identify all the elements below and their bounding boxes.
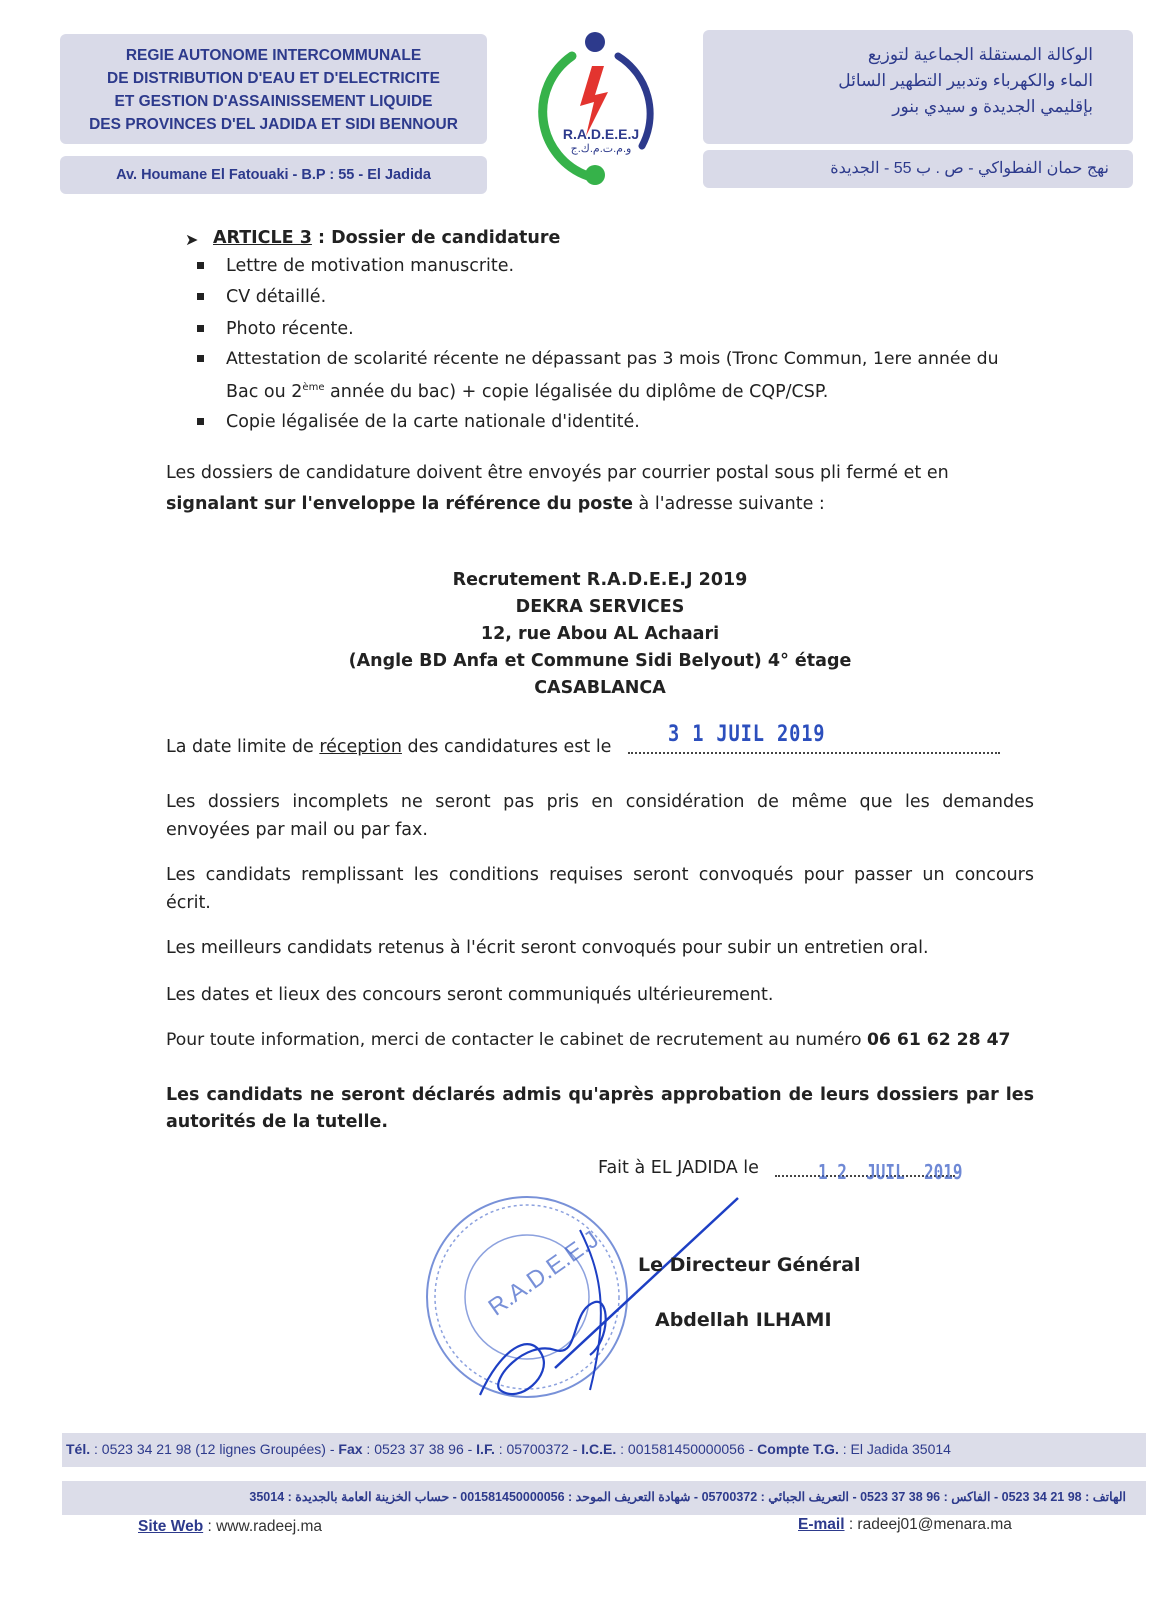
fait-a-line: Fait à EL JADIDA le — [598, 1158, 759, 1178]
paragraph-oral: Les meilleurs candidats retenus à l'écrit seront convoqués pour subir un entretien oral. — [166, 938, 929, 958]
address-line: DEKRA SERVICES — [515, 597, 685, 617]
logo-text-ar: و.م.ت.م.ك.ج — [570, 143, 632, 155]
text-bold: signalant sur l'enveloppe la référence du poste — [166, 494, 633, 514]
paragraph-info — [166, 1026, 1034, 1054]
web-url: : www.radeej.ma — [203, 1518, 323, 1535]
footer-label: I.C.E. — [581, 1441, 617, 1457]
header-address-ar: نهج حمان الفطواكي - ص . ب 55 - الجديدة — [703, 150, 1133, 188]
list-item: Attestation de scolarité récente ne dépassant pas 3 mois (Tronc Commun, 1ere année du — [226, 349, 999, 369]
radeej-logo — [510, 26, 680, 191]
deadline-stamp: 3 1 JUIL 2019 — [668, 722, 826, 747]
text-underline: réception — [319, 737, 402, 757]
list-item: Lettre de motivation manuscrite. — [226, 256, 515, 276]
list-item-continued — [226, 378, 828, 406]
square-bullet-icon — [197, 325, 204, 332]
web-label: Site Web — [138, 1518, 204, 1535]
footer-value: : 0523 34 21 98 (12 lignes Groupées) - — [90, 1441, 339, 1457]
list-item: CV détaillé. — [226, 287, 327, 307]
footer-contact-ar: الهاتف : 98 21 34 0523 - الفاكس : 96 38 37 0523 - التعريف الجبائي : 05700372 - شهادة التعريف الموحد : 001581450000056 - حساب الخزينة العامة بالجديدة : 35014 — [249, 1490, 1126, 1504]
header-org-name-ar — [703, 30, 1133, 144]
footer-value: : El Jadida 35014 — [838, 1441, 951, 1457]
article-title: : Dossier de candidature — [311, 228, 561, 248]
superscript: ème — [302, 382, 325, 394]
address-line: CASABLANCA — [534, 678, 666, 698]
header-fr-line: DE DISTRIBUTION D'EAU ET D'ELECTRICITE — [107, 70, 440, 87]
header-fr-line: REGIE AUTONOME INTERCOMMUNALE — [125, 47, 422, 64]
deadline-line — [166, 733, 1006, 761]
text-fragment: année du bac) + copie légalisée du diplôme de CQP/CSP. — [324, 382, 829, 402]
square-bullet-icon — [197, 418, 204, 425]
address-line: (Angle BD Anfa et Commune Sidi Belyout) 4° étage — [348, 651, 852, 671]
header-fr-line: ET GESTION D'ASSAINISSEMENT LIQUIDE — [114, 93, 433, 110]
paragraph-final-line2: autorités de la tutelle. — [166, 1112, 388, 1132]
paragraph-dates: Les dates et lieux des concours seront communiqués ultérieurement. — [166, 985, 774, 1005]
paragraph-final-line1: Les candidats ne seront déclarés admis qu'après approbation de leurs dossiers par les — [166, 1085, 1034, 1105]
list-item: Copie légalisée de la carte nationale d'identité. — [226, 412, 640, 432]
paragraph-convocation-line1: Les candidats remplissant les conditions requises seront convoqués pour passer un concours — [166, 865, 1034, 885]
header-ar-line: الوكالة المستقلة الجماعية لتوزيع — [867, 45, 1093, 64]
footer-value: : 001581450000056 - — [616, 1441, 758, 1457]
footer-label: I.F. — [476, 1441, 495, 1457]
paragraph-convocation-line2: écrit. — [166, 893, 211, 913]
paragraph-submission-line2 — [166, 490, 825, 518]
footer-label: Fax — [338, 1441, 363, 1457]
footer-contact-fr — [66, 1441, 951, 1457]
text-fragment: des candidatures est le — [401, 737, 612, 757]
text-fragment: La date limite de — [166, 737, 320, 757]
signatory-title: Le Directeur Général — [638, 1254, 861, 1276]
footer-value: : 05700372 - — [494, 1441, 582, 1457]
square-bullet-icon — [197, 293, 204, 300]
mailing-address — [200, 567, 1000, 702]
signatory-name: Abdellah ILHAMI — [655, 1309, 832, 1331]
footer-value: : 0523 37 38 96 - — [362, 1441, 477, 1457]
dotted-line — [628, 752, 1000, 754]
paragraph-submission: Les dossiers de candidature doivent être envoyés par courrier postal sous pli fermé et en — [166, 463, 949, 483]
email-label: E-mail — [798, 1516, 845, 1533]
logo-text: R.A.D.E.E.J — [562, 126, 640, 142]
article-heading — [213, 224, 560, 252]
header-ar-line: الماء والكهرباء وتدبير التطهير السائل — [838, 71, 1093, 90]
header-address-fr: Av. Houmane El Fatouaki - B.P : 55 - El Jadida — [60, 156, 487, 194]
text-fragment: à l'adresse suivante : — [632, 494, 825, 514]
date-stamp: 1 2 JUIL 2019 — [818, 1160, 963, 1184]
footer-email[interactable] — [798, 1516, 1012, 1534]
square-bullet-icon — [197, 355, 204, 362]
email-address: : radeej01@menara.ma — [844, 1516, 1012, 1533]
list-item: Photo récente. — [226, 319, 354, 339]
logo-graphic — [510, 26, 680, 191]
footer-website[interactable] — [138, 1518, 322, 1536]
paragraph-incomplete-line2: envoyées par mail ou par fax. — [166, 820, 428, 840]
header-ar-line: بإقليمي الجديدة و سيدي بنور — [892, 97, 1093, 116]
arrow-bullet-icon: ➤ — [185, 230, 199, 249]
article-label: ARTICLE 3 — [213, 228, 312, 248]
seal-text: R.A.D.E.E.J — [483, 1225, 604, 1322]
square-bullet-icon — [197, 262, 204, 269]
header-org-name-fr — [60, 34, 487, 144]
phone-number: 06 61 62 28 47 — [866, 1030, 1011, 1050]
header-fr-line: DES PROVINCES D'EL JADIDA ET SIDI BENNOUR — [89, 116, 458, 133]
footer-label: Tél. — [66, 1441, 91, 1457]
address-line: 12, rue Abou AL Achaari — [480, 624, 720, 644]
address-line: Recrutement R.A.D.E.E.J 2019 — [452, 570, 748, 590]
text-fragment: Bac ou 2 — [226, 382, 303, 402]
footer-label: Compte T.G. — [757, 1441, 839, 1457]
text-fragment: Pour toute information, merci de contacter le cabinet de recrutement au numéro — [166, 1030, 867, 1050]
paragraph-incomplete-line1: Les dossiers incomplets ne seront pas pris en considération de même que les demandes — [166, 792, 1034, 812]
